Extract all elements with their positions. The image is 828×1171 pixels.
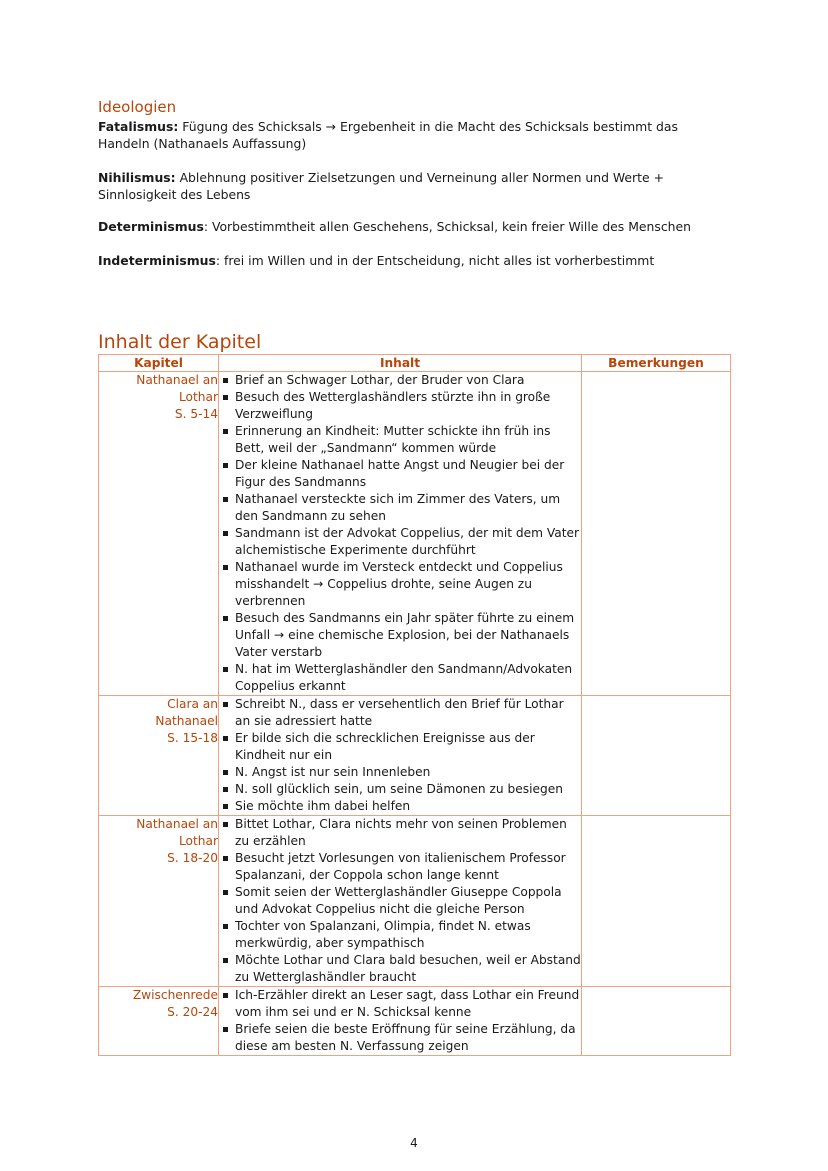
content-bullet: Sandmann ist der Advokat Coppelius, der mit dem Vater alchemistische Experimente durchführt [219,525,581,559]
definition-text: Ablehnung positiver Zielsetzungen und Verneinung aller Normen und Werte + Sinnlosigkeit des Lebens [98,170,664,202]
content-bullet: Besuch des Wetterglashändlers stürzte ihn in große Verzweiflung [219,389,581,423]
table-row [99,372,731,696]
content-bullet: Tochter von Spalanzani, Olimpia, findet N. etwas merkwürdig, aber sympathisch [219,918,581,952]
definition-fatalismus [98,118,733,152]
content-bullet: Brief an Schwager Lothar, der Bruder von Clara [219,372,581,389]
chapter-line: S. 20-24 [167,1005,218,1019]
chapter-line: Nathanael an [136,817,218,831]
content-bullet: Briefe seien die beste Eröffnung für seine Erzählung, da diese am besten N. Verfassung zeigen [219,1021,581,1055]
chapter-cell [99,696,219,816]
content-bullet: Möchte Lothar und Clara bald besuchen, weil er Abstand zu Wetterglashändler braucht [219,952,581,986]
chapter-cell [99,816,219,987]
content-bullet: Er bilde sich die schrecklichen Ereignisse aus der Kindheit nur ein [219,730,581,764]
definition-term: Nihilismus: [98,170,176,185]
content-bullet: Sie möchte ihm dabei helfen [219,798,581,815]
content-bullet: Nathanael versteckte sich im Zimmer des Vaters, um den Sandmann zu sehen [219,491,581,525]
chapters-table [98,354,731,1056]
chapter-line: S. 5-14 [174,407,218,421]
content-bullet: Besucht jetzt Vorlesungen von italienischem Professor Spalanzani, der Coppola schon lange kennt [219,850,581,884]
content-cell [219,987,582,1056]
content-list [219,372,581,695]
chapter-cell [99,987,219,1056]
ideologies-heading: Ideologien [98,98,177,116]
table-row [99,696,731,816]
remarks-cell [582,696,731,816]
definition-term: Fatalismus: [98,119,179,134]
content-cell [219,372,582,696]
chapter-cell [99,372,219,696]
definition-term: Determinismus [98,219,204,234]
content-bullet: Ich-Erzähler direkt an Leser sagt, dass Lothar ein Freund vom ihm sei und er N. Schicksal kenne [219,987,581,1021]
content-bullet: N. Angst ist nur sein Innenleben [219,764,581,781]
chapter-line: S. 18-20 [167,851,218,865]
content-bullet: Schreibt N., dass er versehentlich den Brief für Lothar an sie adressiert hatte [219,696,581,730]
chapter-line: Nathanael [155,714,218,728]
table-header-row [99,355,731,372]
content-bullet: Erinnerung an Kindheit: Mutter schickte ihn früh ins Bett, weil der „Sandmann“ kommen würde [219,423,581,457]
definition-text: Fügung des Schicksals → Ergebenheit in die Macht des Schicksals bestimmt das Handeln (Nathanaels Auffassung) [98,119,678,151]
chapter-line: Nathanael an [136,373,218,387]
page-number: 4 [410,1136,418,1150]
chapters-heading: Inhalt der Kapitel [98,331,262,353]
content-cell [219,816,582,987]
chapter-line: Lothar [178,390,218,404]
column-header-kapitel: Kapitel [99,355,219,372]
definition-nihilismus [98,169,733,203]
column-header-bemerkungen: Bemerkungen [582,355,731,372]
chapter-line: Clara an [167,697,218,711]
column-header-inhalt: Inhalt [219,355,582,372]
table-row [99,987,731,1056]
content-list [219,816,581,986]
content-bullet: N. hat im Wetterglashändler den Sandmann/Advokaten Coppelius erkannt [219,661,581,695]
content-list [219,696,581,815]
definition-text: : Vorbestimmtheit allen Geschehens, Schicksal, kein freier Wille des Menschen [203,219,691,234]
definition-text: : frei im Willen und in der Entscheidung, nicht alles ist vorherbestimmt [215,253,655,268]
content-bullet: Bittet Lothar, Clara nichts mehr von seinen Problemen zu erzählen [219,816,581,850]
definition-term: Indeterminismus [98,253,216,268]
remarks-cell [582,816,731,987]
chapter-line: S. 15-18 [167,731,218,745]
content-list [219,987,581,1055]
content-cell [219,696,582,816]
chapter-line: Lothar [178,834,218,848]
content-bullet: N. soll glücklich sein, um seine Dämonen zu besiegen [219,781,581,798]
definition-determinismus [98,218,733,235]
content-bullet: Der kleine Nathanael hatte Angst und Neugier bei der Figur des Sandmanns [219,457,581,491]
table-row [99,816,731,987]
content-bullet: Besuch des Sandmanns ein Jahr später führte zu einem Unfall → eine chemische Explosion, bei der Nathanaels Vater verstarb [219,610,581,661]
definition-indeterminismus [98,252,733,269]
remarks-cell [582,987,731,1056]
content-bullet: Nathanael wurde im Versteck entdeckt und Coppelius misshandelt → Coppelius drohte, seine Augen zu verbrennen [219,559,581,610]
remarks-cell [582,372,731,696]
chapter-line: Zwischenrede [132,988,218,1002]
content-bullet: Somit seien der Wetterglashändler Giuseppe Coppola und Advokat Coppelius nicht die gleiche Person [219,884,581,918]
